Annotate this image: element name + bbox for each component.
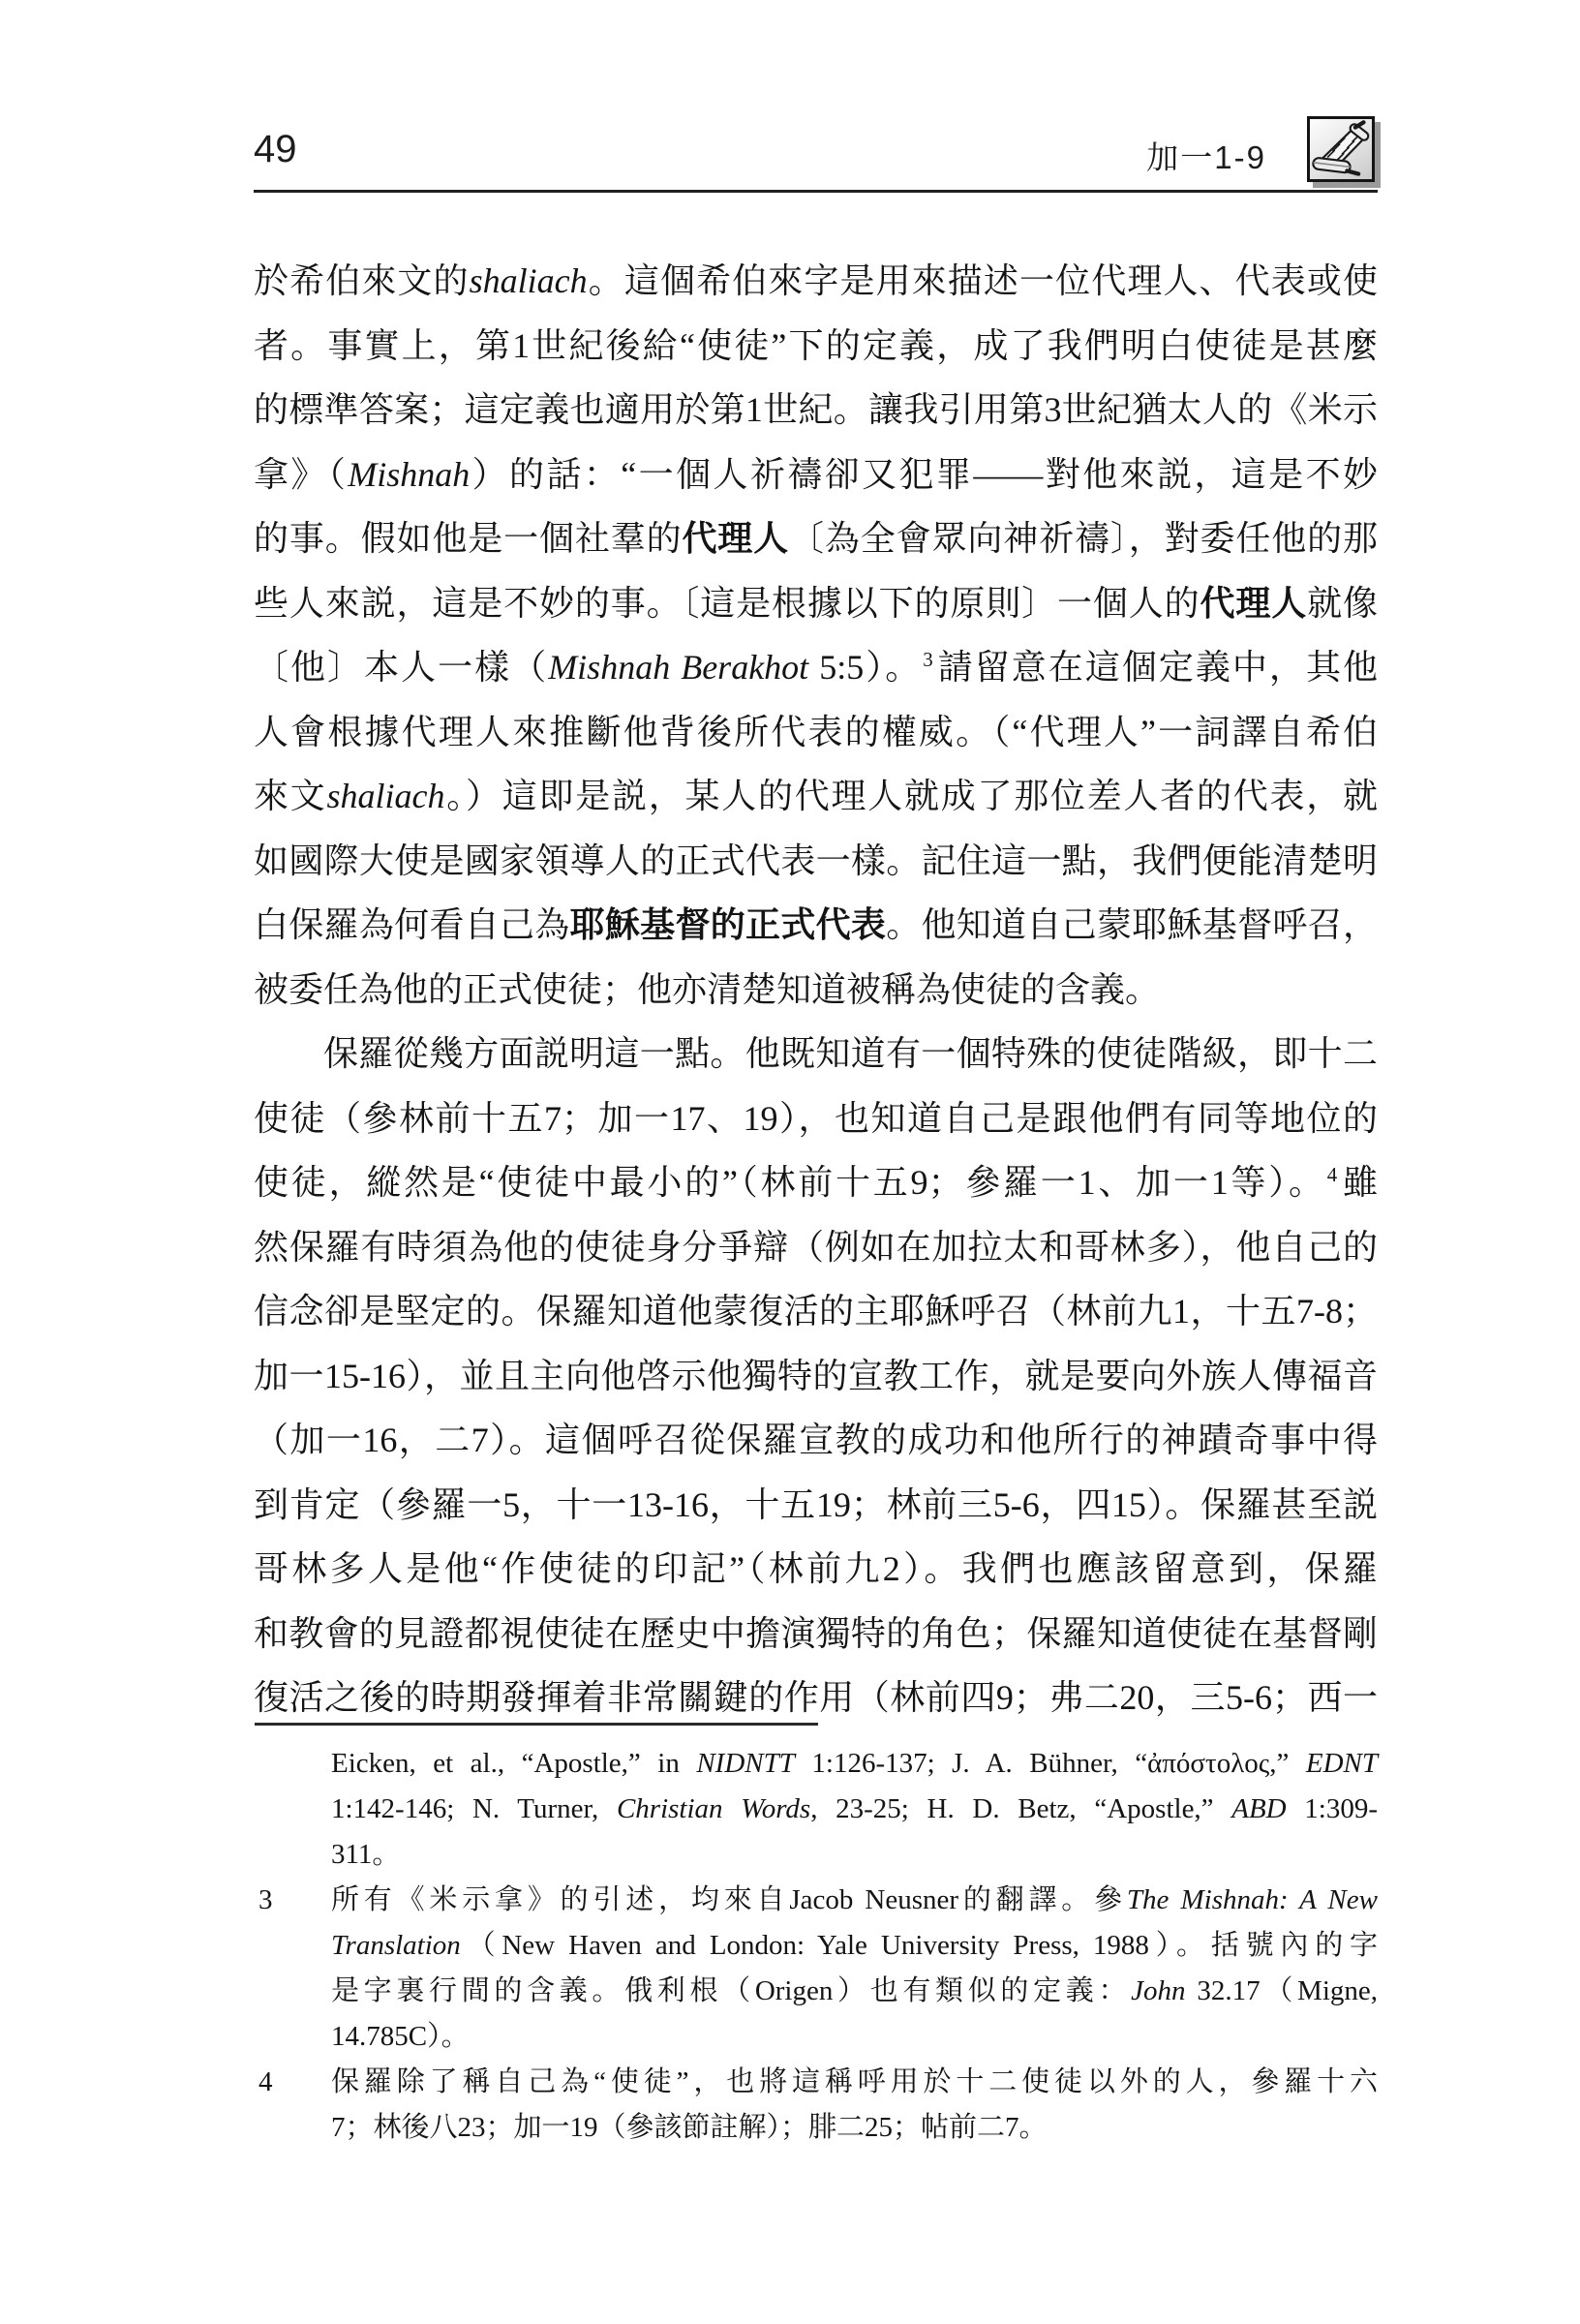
header-section-ref: 加一1-9 bbox=[1146, 139, 1266, 175]
footnote-ref: 3 bbox=[923, 648, 933, 672]
text-segment: 拿》（ bbox=[254, 454, 349, 494]
text-segment: ABD bbox=[1231, 1793, 1287, 1824]
text-segment: 如國際大使是國家領導人的正式代表一樣。記住這一點，我們便能清楚明 bbox=[254, 841, 1378, 880]
text-segment: 1:126-137; J. A. Bühner, “ἀπόστολος,” bbox=[794, 1748, 1306, 1779]
body-line bbox=[254, 1473, 1378, 1538]
text-segment: 些人來説，這是不妙的事。〔這是根據以下的原則〕一個人的 bbox=[254, 583, 1200, 623]
body-line bbox=[254, 1150, 1378, 1215]
body-line bbox=[254, 1344, 1378, 1409]
footnote-ref: 4 bbox=[1326, 1163, 1338, 1187]
text-segment: 加一15-16），並且主向他啓示他獨特的宣教工作，就是要向外族人傳福音 bbox=[254, 1356, 1378, 1395]
text-segment: 〔為全會眾向神祈禱〕，對委任他的那 bbox=[789, 519, 1378, 558]
body-line bbox=[254, 1537, 1378, 1602]
footnote-line bbox=[254, 2105, 1378, 2151]
footnote-marker: 3 bbox=[258, 1884, 273, 1915]
text-segment: 7；林後八23；加一19（參該節註解）；腓二25；帖前二7。 bbox=[331, 2112, 1048, 2143]
text-segment: 保羅除了稱自己為“使徒”，也將這稱呼用於十二使徒以外的人，參羅十六 bbox=[331, 2066, 1378, 2097]
text-segment: Translation bbox=[331, 1930, 461, 1961]
text-segment: （New Haven and London: Yale University Press, 1988）。括號內的字 bbox=[460, 1930, 1378, 1961]
body-line bbox=[254, 506, 1378, 571]
footnote-line bbox=[254, 2060, 1378, 2105]
body-line bbox=[254, 571, 1378, 636]
text-segment: 信念卻是堅定的。保羅知道他蒙復活的主耶穌呼召（林前九1，十五7-8； bbox=[254, 1292, 1378, 1330]
footnote-line bbox=[254, 2014, 1378, 2060]
text-segment: 代理人 bbox=[682, 519, 790, 558]
text-segment: 被委任為他的正式使徒；他亦清楚知道被稱為使徒的含義。 bbox=[254, 969, 1161, 1009]
text-segment: 哥林多人是他“作使徒的印記”（林前九2）。我們也應該留意到，保羅 bbox=[254, 1549, 1378, 1588]
text-segment: The Mishnah: A New bbox=[1126, 1884, 1378, 1915]
text-segment: NIDNTT bbox=[696, 1748, 795, 1779]
body-line bbox=[254, 635, 1378, 700]
body-line bbox=[254, 1279, 1378, 1344]
text-segment: 人會根據代理人來推斷他背後所代表的權威。（“代理人”一詞譯自希伯 bbox=[254, 712, 1378, 751]
text-segment: 是字裏行間的含義。俄利根（Origen）也有類似的定義： bbox=[331, 1975, 1132, 2006]
text-segment: 〔他〕本人一樣（ bbox=[254, 648, 549, 687]
text-segment: shaliach bbox=[326, 777, 445, 815]
text-segment: 的事。假如他是一個社羣的 bbox=[254, 519, 683, 558]
body-line bbox=[254, 378, 1378, 443]
body-line bbox=[254, 893, 1378, 958]
text-segment: shaliach bbox=[469, 261, 588, 300]
text-segment: Eicken, et al., “Apostle,” in bbox=[331, 1748, 697, 1779]
text-segment: 於希伯來文的 bbox=[254, 261, 470, 300]
text-segment: John bbox=[1131, 1975, 1186, 2006]
text-segment: 就像 bbox=[1307, 583, 1378, 623]
body-line bbox=[254, 829, 1378, 894]
header-rule bbox=[254, 190, 1378, 193]
body-line bbox=[254, 1022, 1378, 1086]
footnotes bbox=[254, 1741, 1378, 2151]
text-segment: Mishnah Berakhot bbox=[548, 648, 809, 687]
text-segment: 復活之後的時期發揮着非常關鍵的作用（林前四9；弗二20，三5-6；西一 bbox=[254, 1678, 1378, 1717]
footnote-line bbox=[254, 1787, 1378, 1832]
text-segment: , 23-25; H. D. Betz, “Apostle,” bbox=[810, 1793, 1232, 1824]
text-segment: 的標準答案；這定義也適用於第1世紀。讓我引用第3世紀猶太人的《米示 bbox=[254, 390, 1378, 429]
text-segment: Mishnah bbox=[348, 454, 471, 494]
body-text bbox=[254, 249, 1378, 1730]
footnote-line bbox=[254, 1741, 1378, 1787]
footnote-line bbox=[254, 1832, 1378, 1878]
text-segment: ）的話：“一個人祈禱卻又犯罪——對他來説，這是不妙 bbox=[470, 454, 1378, 494]
text-segment: 和教會的見證都視使徒在歷史中擔演獨特的角色；保羅知道使徒在基督剛 bbox=[254, 1613, 1378, 1653]
body-line bbox=[254, 443, 1378, 507]
text-segment: 1:309- bbox=[1286, 1793, 1379, 1824]
text-segment: 5:5）。 bbox=[808, 648, 923, 687]
scroll-icon bbox=[1307, 116, 1375, 182]
text-segment: EDNT bbox=[1305, 1748, 1378, 1779]
page-number: 49 bbox=[254, 128, 297, 170]
text-segment: （加一16，二7）。這個呼召從保羅宣教的成功和他所行的神蹟奇事中得 bbox=[254, 1421, 1378, 1459]
body-line bbox=[254, 1215, 1378, 1280]
body-line bbox=[254, 1408, 1378, 1473]
body-line bbox=[254, 314, 1378, 379]
body-line bbox=[254, 1602, 1378, 1667]
footnote-line bbox=[254, 1878, 1378, 1923]
text-segment: Christian Words bbox=[616, 1793, 811, 1824]
text-segment: 。他知道自己蒙耶穌基督呼召， bbox=[886, 905, 1378, 944]
text-segment: 1:142-146; N. Turner, bbox=[331, 1793, 617, 1824]
text-segment: 。這個希伯來字是用來描述一位代理人、代表或使 bbox=[587, 261, 1378, 300]
text-segment: 使徒（參林前十五7；加一17、19），也知道自己是跟他們有同等地位的 bbox=[254, 1098, 1378, 1138]
body-line bbox=[254, 249, 1378, 314]
text-segment: 者。事實上，第1世紀後給“使徒”下的定義，成了我們明白使徒是甚麼 bbox=[254, 325, 1378, 365]
text-segment: 然保羅有時須為他的使徒身分爭辯（例如在加拉太和哥林多），他自己的 bbox=[254, 1227, 1378, 1267]
text-segment: 所有《米示拿》的引述，均來自Jacob Neusner的翻譯。參 bbox=[331, 1884, 1127, 1915]
body-line bbox=[254, 1086, 1378, 1151]
text-segment: 。）這即是説，某人的代理人就成了那位差人者的代表，就 bbox=[444, 777, 1378, 815]
footnote-marker: 4 bbox=[258, 2066, 273, 2097]
body-line bbox=[254, 764, 1378, 829]
text-segment: 使徒，縱然是“使徒中最小的”（林前十五9；參羅一1、加一1等）。 bbox=[254, 1163, 1326, 1202]
footnote-line bbox=[254, 1969, 1378, 2014]
text-segment: 32.17（Migne, bbox=[1185, 1975, 1378, 2006]
text-segment: 請留意在這個定義中，其他 bbox=[935, 648, 1378, 687]
text-segment: 雖 bbox=[1340, 1163, 1378, 1202]
body-line bbox=[254, 958, 1378, 1023]
text-segment: 來文 bbox=[254, 777, 327, 815]
text-segment: 代理人 bbox=[1200, 583, 1308, 623]
text-segment: 耶穌基督的正式代表 bbox=[569, 905, 887, 944]
text-segment: 14.785C）。 bbox=[331, 2021, 470, 2052]
footnote-separator bbox=[255, 1723, 818, 1726]
body-line bbox=[254, 1666, 1378, 1730]
text-segment: 到肯定（參羅一5，十一13-16，十五19；林前三5-6，四15）。保羅甚至説 bbox=[254, 1484, 1378, 1524]
body-line bbox=[254, 700, 1378, 765]
footnote-line bbox=[254, 1923, 1378, 1969]
text-segment: 保羅從幾方面説明這一點。他既知道有一個特殊的使徒階級，即十二 bbox=[323, 1034, 1378, 1073]
text-segment: 311。 bbox=[331, 1839, 401, 1870]
text-segment: 白保羅為何看自己為 bbox=[254, 905, 570, 944]
